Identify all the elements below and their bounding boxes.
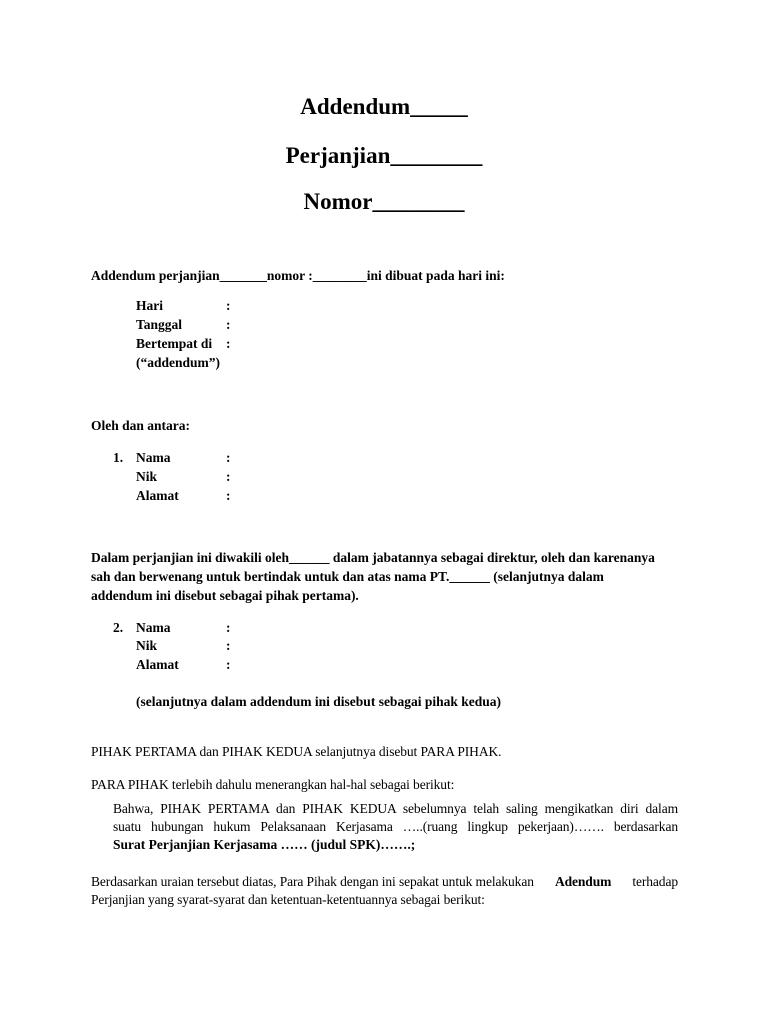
day-label: Hari: [136, 298, 163, 313]
date-colon: :: [226, 317, 231, 332]
party-1-name-colon: :: [226, 450, 231, 465]
party-2-note: (selanjutnya dalam addendum ini disebut sebagai pihak kedua): [136, 694, 501, 709]
recital-line-1: Bahwa, PIHAK PERTAMA dan PIHAK KEDUA sebelumnya telah saling mengikatkan diri dalam: [113, 801, 678, 816]
date-label: Tanggal: [136, 317, 183, 332]
party-1-paragraph-line-2: sah dan berwenang untuk bertindak untuk dan atas nama PT.______ (selanjutnya dalam: [91, 569, 604, 584]
parties-heading: Oleh dan antara:: [91, 418, 191, 433]
recital-line-3: Surat Perjanjian Kerjasama …… (judul SPK)…….;: [113, 837, 416, 852]
recital-line-2: suatu hubungan hukum Pelaksanaan Kerjasama …..(ruang lingkup pekerjaan)……. berdasarkan: [113, 819, 678, 834]
party-2-nik-colon: :: [226, 638, 231, 653]
para-pihak-definition: PIHAK PERTAMA dan PIHAK KEDUA selanjutnya disebut PARA PIHAK.: [91, 744, 502, 759]
closing-line-1-text: Berdasarkan uraian tersebut diatas, Para Pihak dengan ini sepakat untuk melakukan: [91, 874, 534, 889]
closing-adendum-term: Adendum: [554, 874, 612, 889]
party-1-name-label: Nama: [136, 450, 171, 465]
party-1-paragraph-line-3: addendum ini disebut sebagai pihak pertama).: [91, 588, 359, 603]
para-pihak-intro: PARA PIHAK terlebih dahulu menerangkan hal-hal sebagai berikut:: [91, 777, 455, 792]
number-title: Nomor________: [303, 189, 465, 214]
document-title: Addendum_____: [300, 94, 468, 119]
closing-line-1: [91, 872, 678, 891]
party-1-address-colon: :: [226, 488, 231, 503]
party-2-address-colon: :: [226, 657, 231, 672]
addendum-alias: (“addendum”): [136, 355, 221, 370]
day-colon: :: [226, 298, 231, 313]
place-label: Bertempat di: [136, 336, 213, 351]
party-2-name-colon: :: [226, 620, 231, 635]
closing-line-2: Perjanjian yang syarat-syarat dan ketentuan-ketentuannya sebagai berikut:: [91, 892, 485, 907]
party-1-nik-label: Nik: [136, 469, 158, 484]
party-2-address-label: Alamat: [136, 657, 179, 672]
agreement-title: Perjanjian________: [285, 143, 483, 168]
party-1-number: 1.: [113, 450, 124, 465]
closing-line-1-end: terhadap: [632, 874, 678, 889]
party-1-address-label: Alamat: [136, 488, 179, 503]
intro-line: Addendum perjanjian_______nomor :________ini dibuat pada hari ini:: [91, 268, 505, 283]
party-2-nik-label: Nik: [136, 638, 158, 653]
place-colon: :: [226, 336, 231, 351]
party-2-name-label: Nama: [136, 620, 171, 635]
party-1-nik-colon: :: [226, 469, 231, 484]
party-1-paragraph-line-1: Dalam perjanjian ini diwakili oleh______ dalam jabatannya sebagai direktur, oleh dan karenanya: [91, 550, 655, 565]
party-2-number: 2.: [113, 620, 124, 635]
